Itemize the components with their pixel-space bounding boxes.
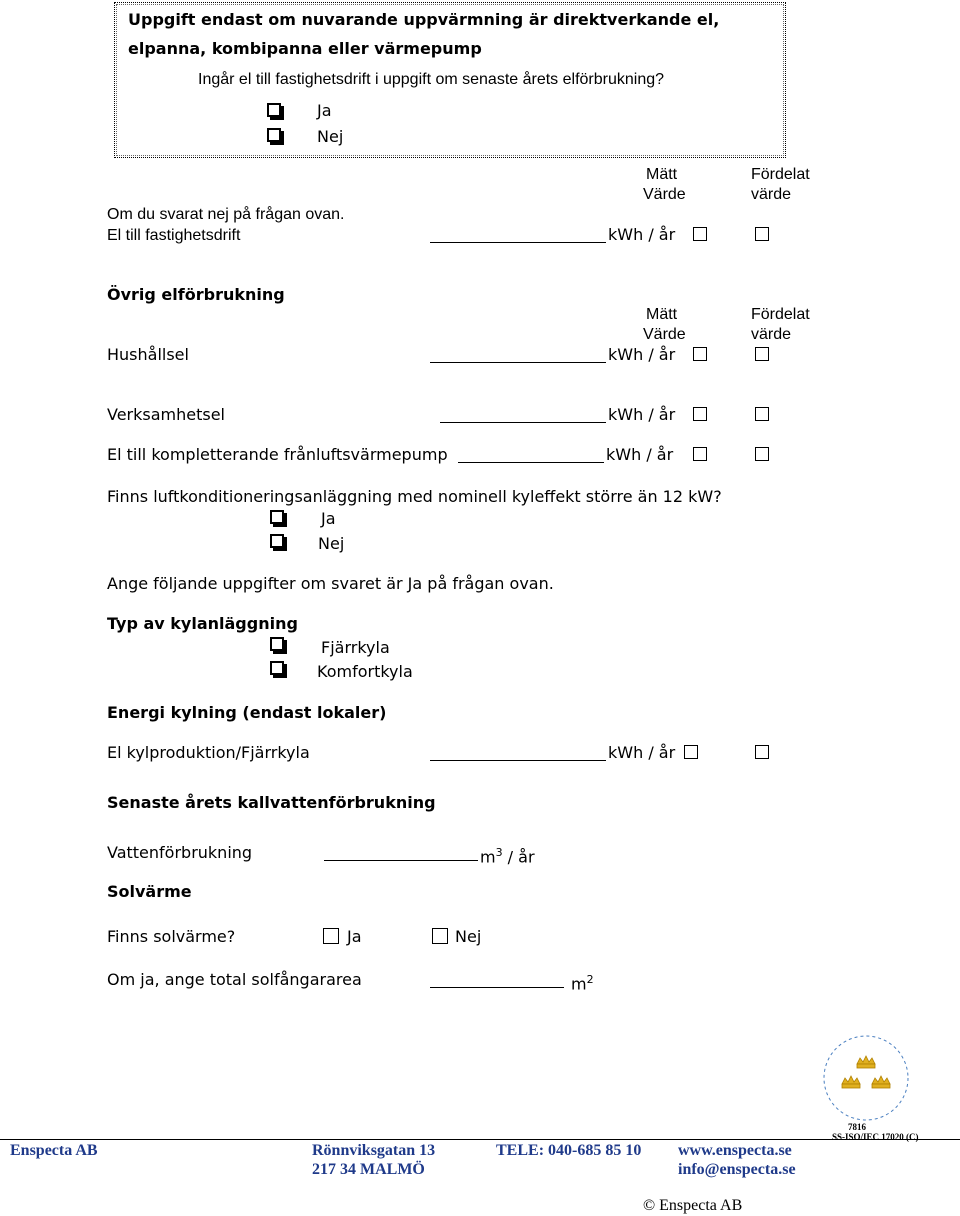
footer-copyright: © Enspecta AB [643, 1197, 743, 1214]
field-el-kylprod[interactable] [430, 760, 606, 761]
box-heading-line2: elpanna, kombipanna eller värmepump [128, 39, 482, 58]
label-solvarme-ja: Ja [347, 927, 362, 946]
label-hushallsel: Hushållsel [107, 345, 189, 364]
unit-m3: $m^3$ / år [480, 846, 535, 867]
checkbox-fordelat-1[interactable] [755, 227, 769, 241]
col-matt-1: Mätt [646, 166, 678, 183]
ac-followup: Ange följande uppgifter om svaret är Ja på frågan ovan. [107, 574, 554, 593]
energi-heading: Energi kylning (endast lokaler) [107, 703, 387, 722]
checkbox-fjarrkyla[interactable] [270, 637, 284, 651]
label-solfangar: Om ja, ange total solfångararea [107, 970, 362, 989]
col-fordelat-1: Fördelat [751, 166, 810, 183]
logo-number: 7816 [848, 1122, 866, 1132]
checkbox-solvarme-nej[interactable] [432, 928, 448, 944]
label-franluft: El till kompletterande frånluftsvärmepump [107, 445, 448, 464]
checkbox-fordelat-5[interactable] [755, 745, 769, 759]
unit-kwh-3: kWh / år [608, 405, 676, 424]
label-nej-1: Nej [317, 127, 344, 146]
label-nej-2: Nej [318, 534, 345, 553]
col-varde-2: Värde [643, 326, 686, 343]
field-vatten[interactable] [324, 860, 478, 861]
swedac-logo [820, 1032, 919, 1142]
checkbox-ja-1[interactable] [267, 103, 281, 117]
ac-question: Finns luftkonditioneringsanläggning med nominell kyleffekt större än 12 kW? [107, 487, 722, 506]
label-el-kylprod: El kylproduktion/Fjärrkyla [107, 743, 310, 762]
field-franluft[interactable] [458, 462, 604, 463]
ovrig-heading: Övrig elförbrukning [107, 285, 285, 304]
field-hushallsel[interactable] [430, 362, 606, 363]
label-vatten: Vattenförbrukning [107, 843, 253, 862]
checkbox-fordelat-3[interactable] [755, 407, 769, 421]
if-no-text: Om du svarat nej på frågan ovan. [107, 206, 345, 223]
field-solfangar[interactable] [430, 987, 564, 988]
label-el-fastighetsdrift: El till fastighetsdrift [107, 227, 241, 244]
box-question: Ingår el till fastighetsdrift i uppgift om senaste årets elförbrukning? [198, 71, 665, 88]
checkbox-matt-1[interactable] [693, 227, 707, 241]
kallvatten-heading: Senaste årets kallvattenförbrukning [107, 793, 436, 812]
field-el-fastighetsdrift[interactable] [430, 242, 606, 243]
label-komfortkyla: Komfortkyla [317, 662, 413, 681]
footer-email[interactable]: info@enspecta.se [678, 1161, 796, 1178]
label-solvarme-nej: Nej [455, 927, 482, 946]
label-ja-1: Ja [317, 101, 332, 120]
checkbox-matt-2[interactable] [693, 347, 707, 361]
footer-company: Enspecta AB [10, 1142, 98, 1159]
typ-heading: Typ av kylanläggning [107, 614, 298, 633]
footer-phone: TELE: 040-685 85 10 [496, 1142, 642, 1159]
col-matt-2: Mätt [646, 306, 678, 323]
unit-kwh-1: kWh / år [608, 225, 676, 244]
footer-street: Rönnviksgatan 13 [312, 1142, 436, 1159]
logo-standard: SS-ISO/IEC 17020 (C) [832, 1132, 919, 1142]
checkbox-solvarme-ja[interactable] [323, 928, 339, 944]
label-verksamhetsel: Verksamhetsel [107, 405, 225, 424]
crown-seal-icon [820, 1032, 912, 1124]
col-fvarde-2: värde [751, 326, 792, 343]
checkbox-fordelat-4[interactable] [755, 447, 769, 461]
col-fvarde-1: värde [751, 186, 792, 203]
label-ja-2: Ja [321, 509, 336, 528]
solvarme-question: Finns solvärme? [107, 927, 236, 946]
box-heading-line1: Uppgift endast om nuvarande uppvärmning är direktverkande el, [128, 10, 720, 29]
checkbox-komfortkyla[interactable] [270, 661, 284, 675]
checkbox-matt-5[interactable] [684, 745, 698, 759]
field-verksamhetsel[interactable] [440, 422, 606, 423]
col-varde-1: Värde [643, 186, 686, 203]
checkbox-nej-1[interactable] [267, 128, 281, 142]
checkbox-ja-2[interactable] [270, 510, 284, 524]
unit-kwh-2: kWh / år [608, 345, 676, 364]
col-fordelat-2: Fördelat [751, 306, 810, 323]
footer-city: 217 34 MALMÖ [312, 1161, 425, 1178]
checkbox-nej-2[interactable] [270, 534, 284, 548]
label-fjarrkyla: Fjärrkyla [321, 638, 390, 657]
unit-kwh-5: kWh / år [608, 743, 676, 762]
unit-kwh-4: kWh / år [606, 445, 674, 464]
checkbox-matt-3[interactable] [693, 407, 707, 421]
solvarme-heading: Solvärme [107, 882, 192, 901]
checkbox-fordelat-2[interactable] [755, 347, 769, 361]
footer-rule [0, 1139, 960, 1140]
checkbox-matt-4[interactable] [693, 447, 707, 461]
footer-web[interactable]: www.enspecta.se [678, 1142, 792, 1159]
unit-m2: $m^2$ [571, 973, 594, 994]
